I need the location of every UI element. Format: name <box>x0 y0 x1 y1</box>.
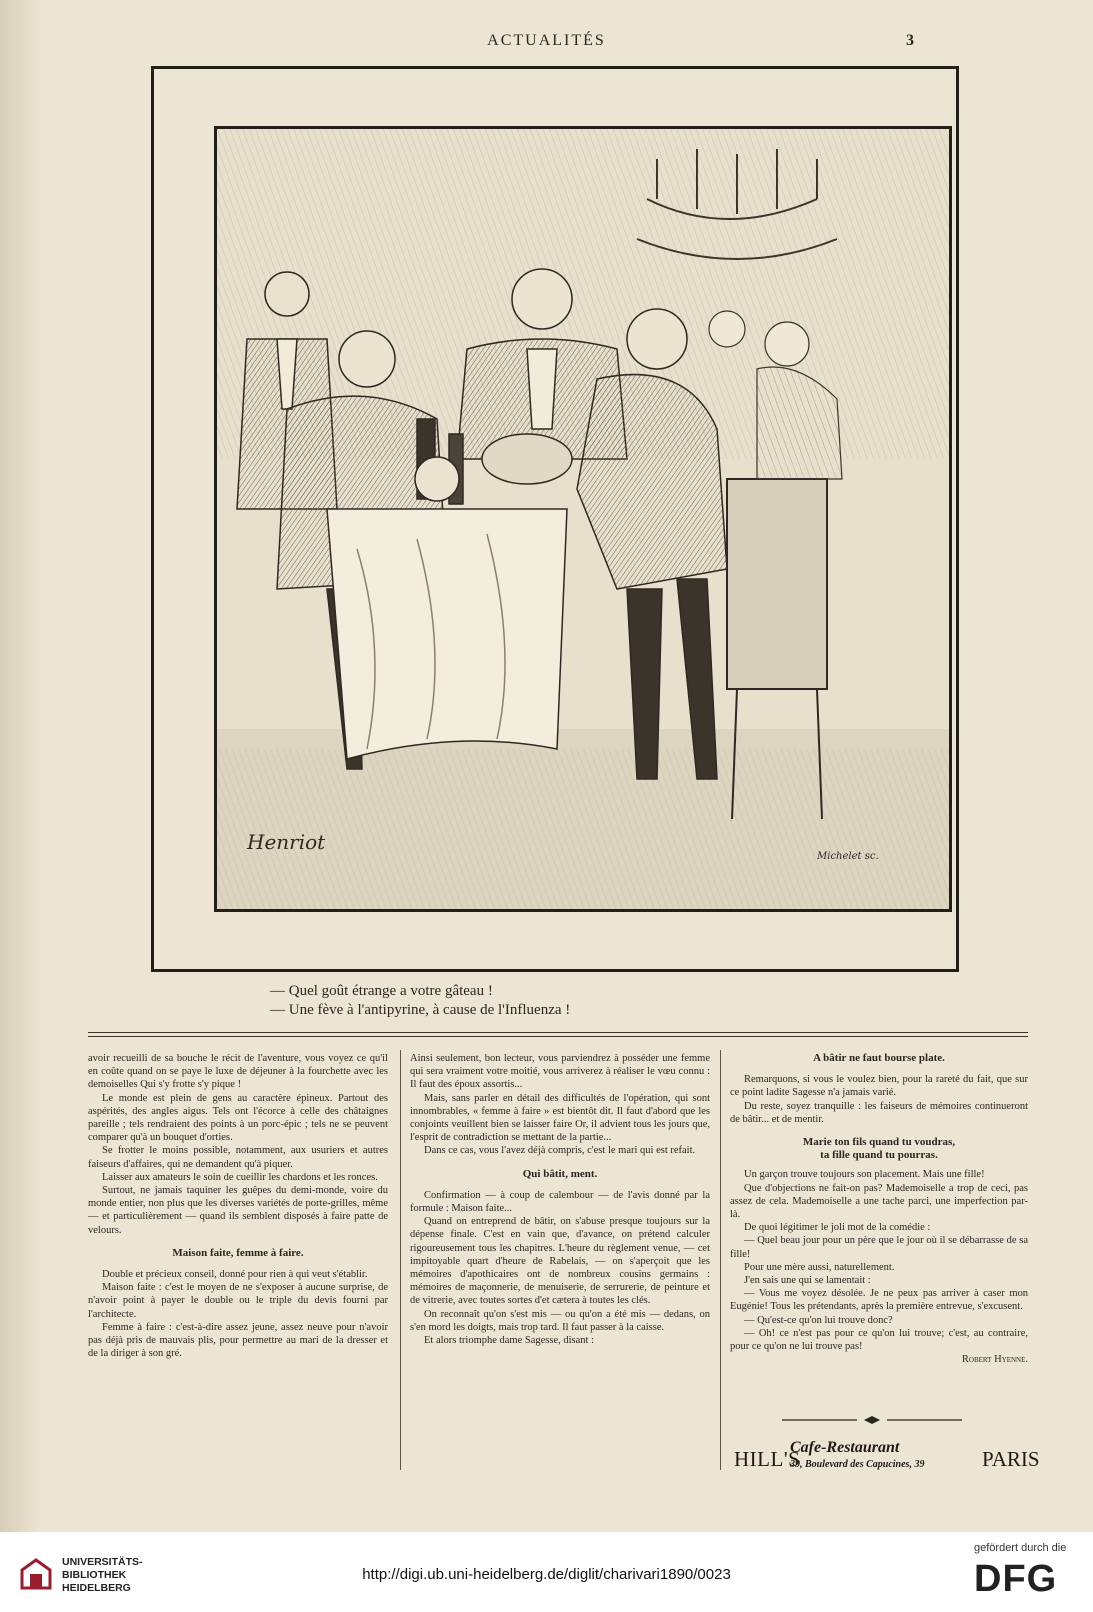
show-through-text <box>64 78 67 93</box>
paragraph: Femme à faire : c'est-à-dire assez jeune, assez neuve pour n'avoir pas déjà pris de mauvais plis, pour permettre au mari de la dresser et de la diriger à son gré. <box>88 1321 388 1360</box>
ad-address: 39, Boulevard des Capucines, 39 <box>790 1459 925 1470</box>
heading-line: Marie ton fils quand tu voudras, <box>802 1136 956 1149</box>
column-separator <box>400 1050 401 1470</box>
text-column-2 <box>410 1052 710 1347</box>
paragraph: J'en sais une qui se lamentait : <box>744 1275 871 1287</box>
paragraph: — Vous me voyez désolée. Je ne peux pas arriver à caser mon Eugénie! Tous les prétendants, après la première entrevue, s'excusent. <box>730 1288 1028 1313</box>
paragraph: Se frotter le moins possible, notamment, aux usuriers et autres faiseurs d'affaires, qui ne demandent qu'à piquer. <box>88 1145 388 1170</box>
paragraph: Ainsi seulement, bon lecteur, vous parviendrez à posséder une femme qui sera vraiment votre moitié, vous arriverez à réaliser le vœu connu : Il faut des époux assortis... <box>410 1053 710 1091</box>
paragraph: Remarquons, si vous le voulez bien, pour la rareté du fait, que sur ce point ladite Sagesse n'a jamais varié. <box>730 1074 1028 1099</box>
digitization-footer <box>0 1532 1093 1612</box>
paragraph: Quand on entreprend de bâtir, on s'abuse presque toujours sur la dépense finale. C'est en vain que, d'avance, on prétend calculer rigoureusement tous les chapitres. L'heure du règlement venue, — cet impitoyable quart d'heure de Rabelais, — on s'aperçoit que les mémoires d'apothicaires ont de nombreux cousins germains : mémoires de maçonnerie, de menuiserie, de serrurerie, de peinture et de vitrerie, avec toutes sortes d'et cætera à toutes les clés. <box>410 1216 710 1307</box>
heading-line: ta fille quand tu pourras. <box>820 1149 938 1162</box>
paragraph: — Quel beau jour pour un père que le jour où il se débarrasse de sa fille! <box>730 1235 1028 1260</box>
library-name-line: UNIVERSITÄTS- <box>62 1556 143 1568</box>
library-name-line: HEIDELBERG <box>62 1582 131 1594</box>
section-heading <box>730 1136 1028 1162</box>
paragraph: On reconnaît qu'on s'est mis — ou qu'on a été mis — dedans, on s'en mord les doigts, mais trop tard. Il faut passer à la caisse. <box>410 1308 710 1333</box>
paragraph: Mais, sans parler en détail des difficultés de l'opération, qui sont innombrables, « femme à faire » est bientôt dit. Il faut d'abord que les conjoints veuillent bien se laisser faire Or, il advient tous les jours que, l'esprit de contradiction se mettant de la partie... <box>410 1092 710 1144</box>
ornamental-rule <box>782 1415 962 1425</box>
ad-brand: HILL'S <box>734 1447 801 1471</box>
funder-logo: DFG <box>974 1558 1058 1600</box>
library-name-line: BIBLIOTHEK <box>62 1569 127 1581</box>
ad-city: PARIS <box>982 1447 1040 1471</box>
text-column-1 <box>88 1052 388 1360</box>
advertisement <box>734 1437 1040 1477</box>
paragraph: Laisser aux amateurs le soin de cueillir les chardons et les ronces. <box>102 1171 378 1183</box>
dining-scene-engraving <box>217 129 949 909</box>
column-separator <box>720 1050 721 1470</box>
paragraph: Confirmation — à coup de calembour — de l'avis donné par la formule : Maison faite... <box>410 1189 710 1215</box>
paragraph: avoir recueilli de sa bouche le récit de l'aventure, vous voyez ce qu'il en coûte quand on se paye le luxe de déjeuner à la fourchette avec les demoiselles Qui s'y frotte s'y pique ! <box>88 1053 388 1091</box>
caption-line: — Quel goût étrange a votre gâteau ! <box>270 983 493 999</box>
paragraph: Et alors triomphe dame Sagesse, disant : <box>424 1335 595 1347</box>
paragraph: Que d'objections ne fait-on pas? Mademoiselle a trop de ceci, pas assez de cela. Mademoiselle a une tache parci, une imperfection par-là. <box>730 1182 1028 1221</box>
paragraph: Un garçon trouve toujours son placement. Mais une fille! <box>744 1169 985 1181</box>
ad-name: Cafe-Restaurant <box>790 1439 900 1456</box>
author-signature: Robert Hyenne. <box>961 1354 1028 1366</box>
illustration-caption <box>270 982 750 1020</box>
caption-line: — Une fève à l'antipyrine, à cause de l'Influenza ! <box>270 1002 571 1018</box>
paragraph: Dans ce cas, vous l'avez déjà compris, c'est le mari qui est refait. <box>424 1145 696 1157</box>
paragraph: Du reste, soyez tranquille : les faiseurs de mémoires continueront de bâtir... et de mentir. <box>730 1100 1028 1125</box>
divider-rule <box>88 1036 1028 1037</box>
paragraph: De quoi légitimer le joli mot de la comédie : <box>744 1222 931 1234</box>
paragraph: Maison faite : c'est le moyen de ne s'exposer à aucune surprise, de n'avoir point à payer le double ou le triple du devis fourni par l'architecte. <box>88 1282 388 1320</box>
divider-rule <box>88 1032 1028 1033</box>
paragraph: Pour une mère aussi, naturellement. <box>744 1261 895 1273</box>
running-head: ACTUALITÉS <box>487 32 606 49</box>
source-url-link[interactable]: http://digi.ub.uni-heidelberg.de/diglit/charivari1890/0023 <box>362 1566 731 1583</box>
engraver-signature: Michelet sc. <box>817 851 879 862</box>
paragraph: — Qu'est-ce qu'on lui trouve donc? <box>744 1314 893 1326</box>
page-binding-edge <box>0 0 42 1532</box>
section-heading: A bâtir ne faut bourse plate. <box>813 1052 945 1064</box>
funding-note: gefördert durch die <box>974 1542 1067 1554</box>
paragraph: Double et précieux conseil, donné pour rien à qui veut s'établir. <box>102 1269 368 1281</box>
paragraph: Le monde est plein de gens au caractère épineux. Partout des aspérités, des angles aigus. Tels ont l'écorce à celle des châtaignes pareille ; tels rendraient des points à un porc-épic ; tels ne se peuvent comparer qu'à un bouquet d'orties. <box>88 1092 388 1144</box>
illustration <box>214 126 952 912</box>
text-column-3 <box>730 1052 1028 1366</box>
paragraph: — Oh! ce n'est pas pour ce qu'on lui trouve; c'est, au contraire, pour ce qu'on ne lui trouve pas! <box>730 1327 1028 1353</box>
page-number: 3 <box>906 32 914 49</box>
artist-signature: Henriot <box>247 830 326 854</box>
section-heading: Maison faite, femme à faire. <box>172 1246 304 1259</box>
paragraph: Surtout, ne jamais taquiner les guêpes du demi-monde, voire du monde entier, non plus que les diverses variétés de porte-grilles, même — et particulièrement — quand ils semblent disposés à faire patte de velours. <box>88 1185 388 1236</box>
section-heading: Qui bâtit, ment. <box>522 1167 598 1180</box>
